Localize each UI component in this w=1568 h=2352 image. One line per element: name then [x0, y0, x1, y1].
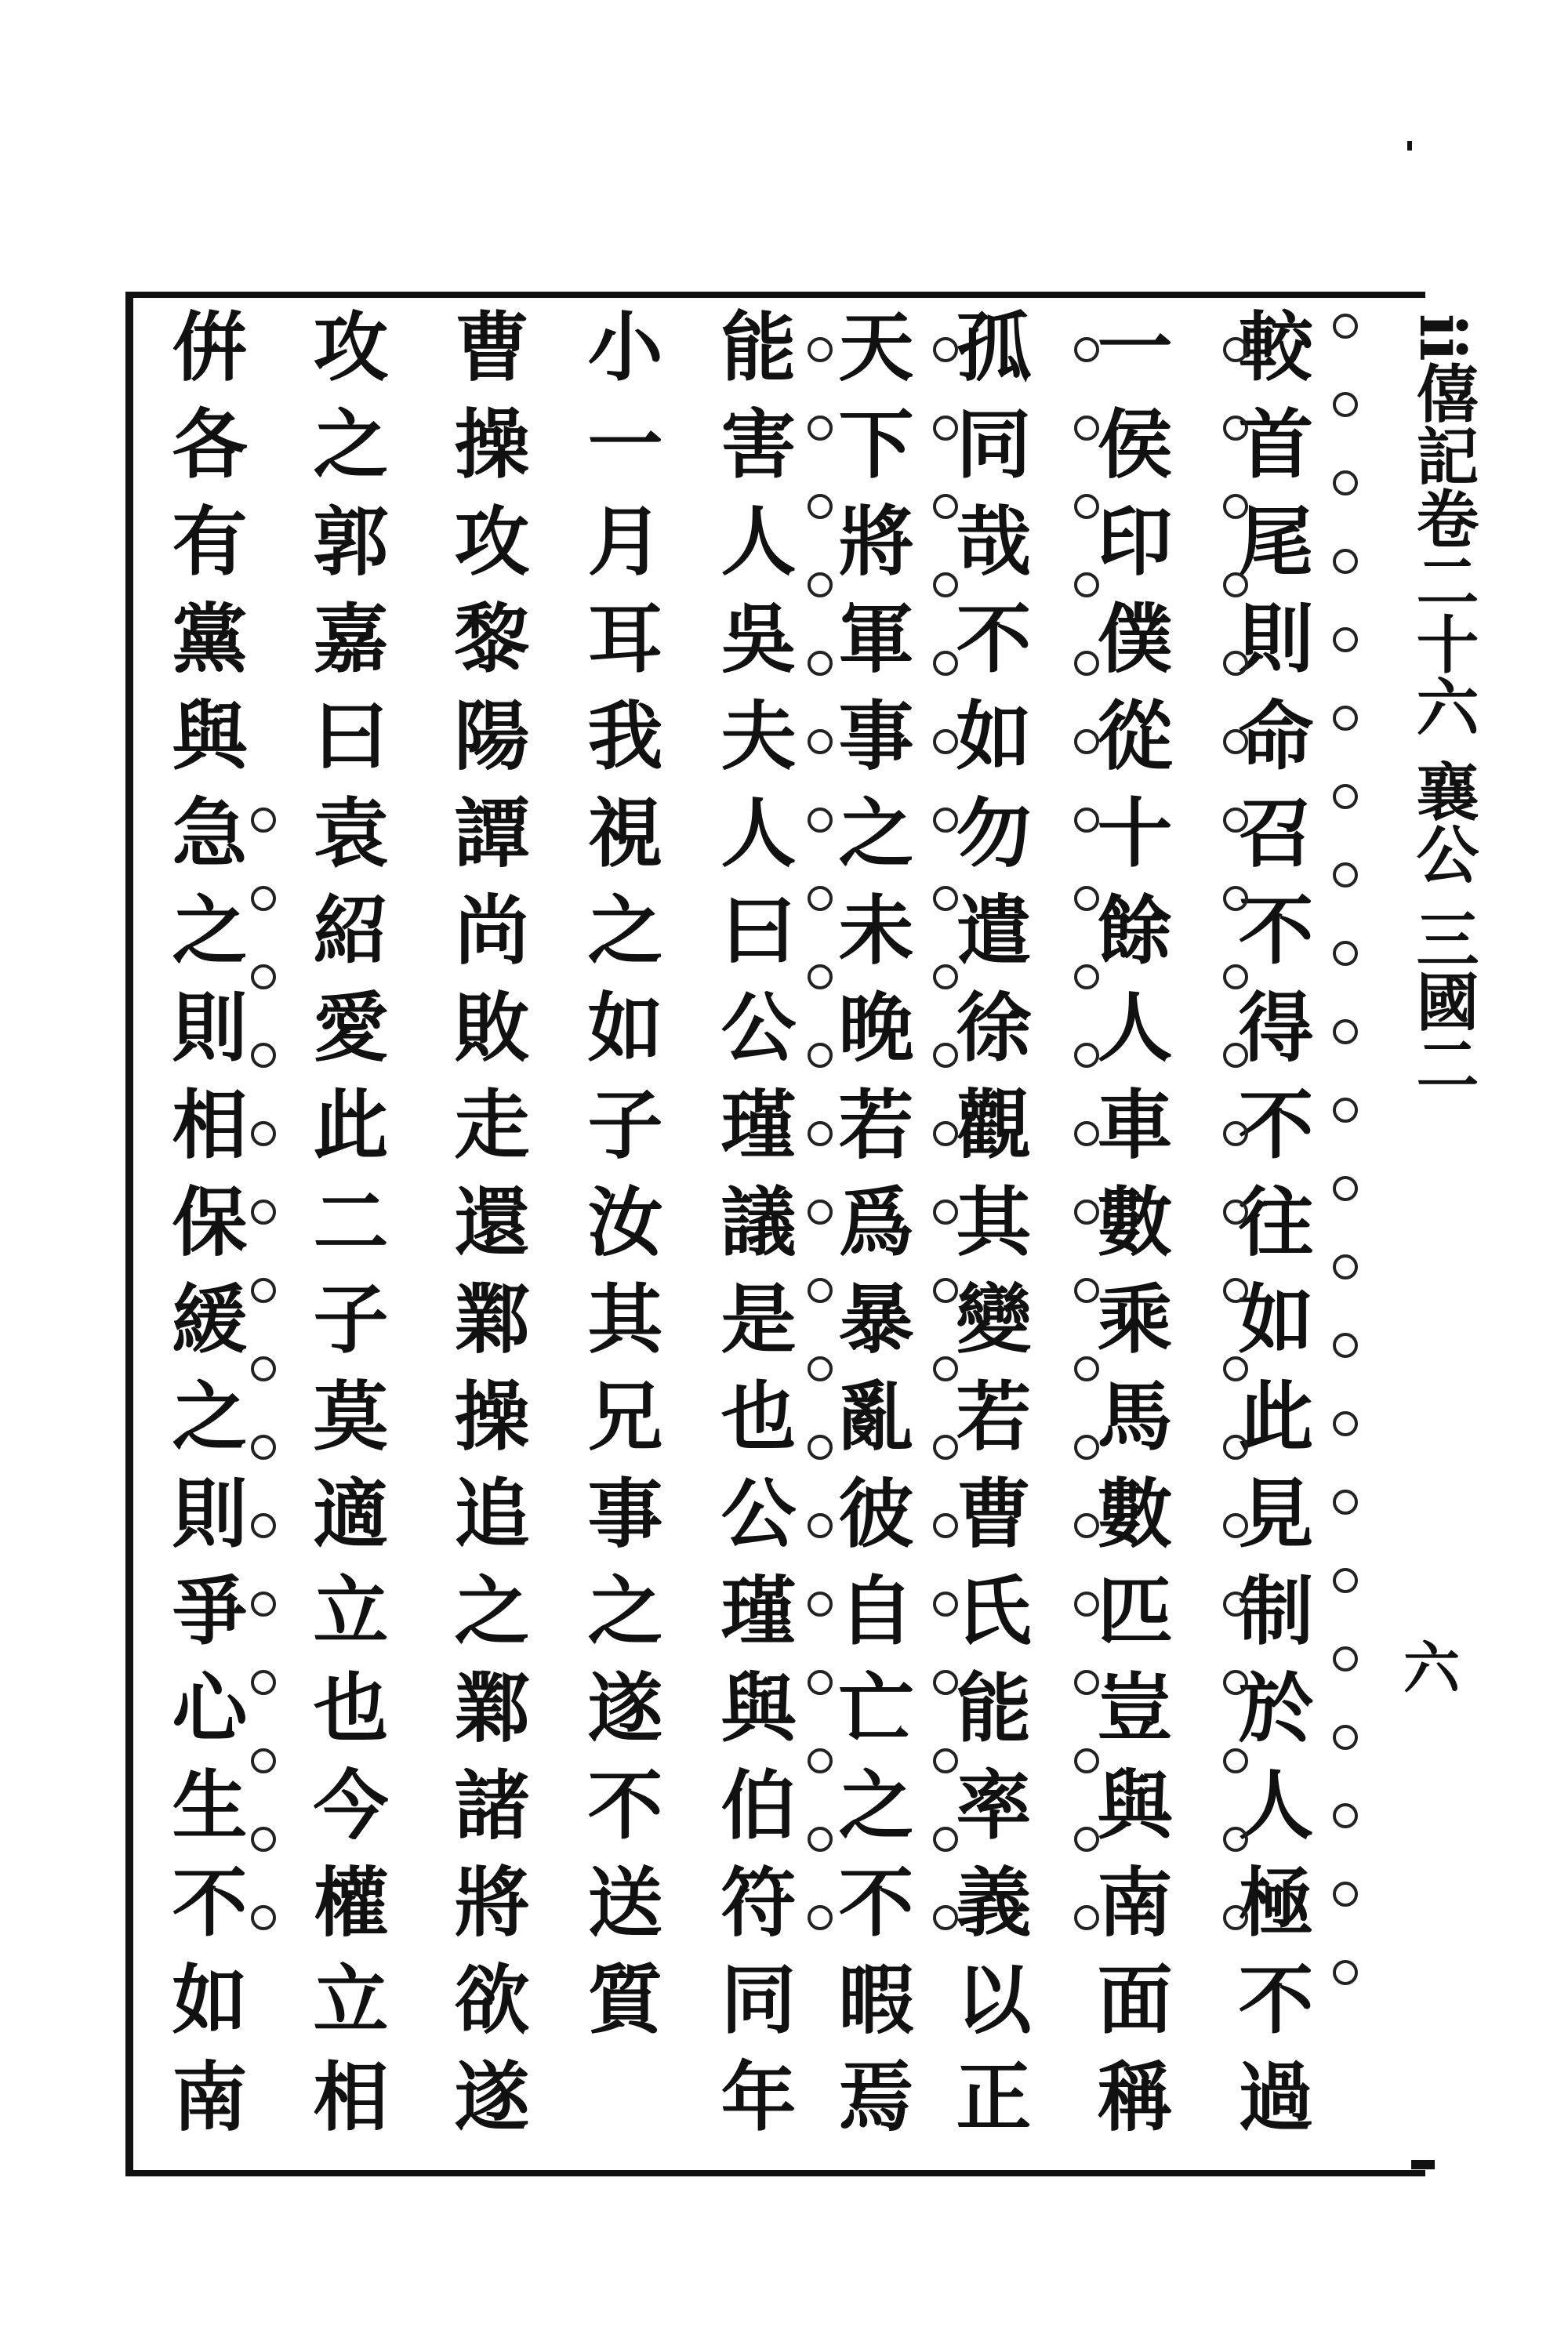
margin-marker: ii僖記卷二十六 襄公 三國二: [1406, 314, 1479, 1095]
text-column-8: 攻之郭嘉曰袁紹愛此二子莫適立也今權立相: [301, 307, 390, 2154]
text-column-9: 倂各有黨與急之則相保緩之則爭心生不如南: [160, 307, 249, 2154]
circle-mark: [808, 1435, 833, 1460]
circle-mark: [933, 1278, 958, 1303]
circle-mark: [1074, 886, 1099, 911]
circle-mark: [1333, 862, 1358, 887]
circle-mark: [251, 1592, 276, 1617]
circle-mark: [933, 1435, 958, 1460]
circle-mark: [808, 337, 833, 362]
circle-mark: [1333, 1333, 1358, 1358]
circle-mark: [1074, 1513, 1099, 1538]
circle-mark: [1333, 392, 1358, 417]
circle-mark: [933, 729, 958, 754]
circle-mark: [1333, 314, 1358, 339]
circle-mark: [1223, 1278, 1248, 1303]
circle-mark: [1333, 549, 1358, 574]
circle-mark: [1333, 627, 1358, 652]
circle-mark: [933, 1592, 958, 1617]
circle-mark: [1333, 784, 1358, 809]
text-column-3: 孤同哉不如勿遣徐觀其變若曹氏能率義以正: [944, 307, 1033, 2154]
circle-mark: [808, 416, 833, 441]
circle-mark: [1333, 470, 1358, 495]
circle-mark: [1333, 1960, 1358, 1985]
circle-mark: [1074, 1121, 1099, 1146]
circle-mark: [808, 808, 833, 833]
page-tick: [1407, 141, 1412, 151]
circle-mark: [1333, 1725, 1358, 1750]
circle-mark: [251, 964, 276, 989]
circle-mark: [1074, 1592, 1099, 1617]
circle-mark: [1333, 1098, 1358, 1123]
circle-mark: [1333, 1254, 1358, 1279]
circle-mark: [1223, 1905, 1248, 1930]
circle-mark: [1074, 1748, 1099, 1773]
circle-mark: [1074, 1827, 1099, 1852]
circle-mark: [808, 964, 833, 989]
circle-mark: [1223, 1200, 1248, 1225]
circle-mark: [251, 1278, 276, 1303]
circle-mark: [1223, 886, 1248, 911]
circle-mark: [808, 1121, 833, 1146]
circle-mark: [1333, 1803, 1358, 1828]
circle-mark: [1074, 964, 1099, 989]
circle-mark: [1223, 1513, 1248, 1538]
circle-mark: [251, 808, 276, 833]
folio-number: 六: [1403, 1635, 1461, 1701]
circle-mark: [808, 494, 833, 519]
annotation-circles-5: [808, 337, 839, 1984]
circle-mark: [933, 572, 958, 597]
circle-mark: [1223, 1435, 1248, 1460]
circle-mark: [808, 651, 833, 676]
circle-mark: [933, 1121, 958, 1146]
circle-mark: [1333, 1568, 1358, 1593]
circle-mark: [1223, 1748, 1248, 1773]
circle-mark: [1333, 1646, 1358, 1671]
circle-mark: [1223, 1121, 1248, 1146]
circle-mark: [808, 886, 833, 911]
circle-mark: [251, 1121, 276, 1146]
circle-mark: [1223, 651, 1248, 676]
annotation-circles-6: [251, 808, 282, 1984]
circle-mark: [1223, 1356, 1248, 1381]
circle-mark: [1074, 1670, 1099, 1695]
circle-mark: [933, 1748, 958, 1773]
text-column-6: 小一月耳我視之如子汝其兄事之遂不送質: [575, 307, 664, 2057]
circle-mark: [933, 337, 958, 362]
circle-mark: [933, 416, 958, 441]
circle-mark: [808, 1278, 833, 1303]
circle-mark: [251, 1356, 276, 1381]
circle-mark: [808, 1670, 833, 1695]
circle-mark: [1223, 729, 1248, 754]
circle-mark: [251, 1435, 276, 1460]
circle-mark: [1074, 1278, 1099, 1303]
circle-mark: [251, 1513, 276, 1538]
text-column-5: 能害人吳夫人曰公瑾議是也公瑾與伯符同年: [709, 307, 797, 2154]
circle-mark: [1223, 337, 1248, 362]
circle-mark: [933, 1670, 958, 1695]
circle-mark: [933, 651, 958, 676]
circle-mark: [1333, 706, 1358, 731]
circle-mark: [1074, 651, 1099, 676]
circle-mark: [251, 1905, 276, 1930]
circle-mark: [251, 1827, 276, 1852]
circle-mark: [251, 1043, 276, 1068]
circle-mark: [1074, 1356, 1099, 1381]
circle-mark: [808, 1748, 833, 1773]
circle-mark: [1074, 494, 1099, 519]
circle-mark: [1333, 1882, 1358, 1907]
circle-mark: [808, 1043, 833, 1068]
circle-mark: [1223, 1043, 1248, 1068]
annotation-circles-4: [933, 337, 964, 1984]
circle-mark: [1074, 1200, 1099, 1225]
circle-mark: [1074, 808, 1099, 833]
text-column-4: 天下將軍事之未晚若爲暴亂彼自亡之不暇焉: [826, 307, 915, 2154]
circle-mark: [808, 729, 833, 754]
circle-mark: [808, 1905, 833, 1930]
circle-mark: [808, 1200, 833, 1225]
circle-mark: [933, 1513, 958, 1538]
circle-mark: [1074, 337, 1099, 362]
circle-mark: [808, 1356, 833, 1381]
circle-mark: [1333, 941, 1358, 966]
text-column-2: 一侯印僕從十餘人車數乘馬數匹豈與南面稱: [1085, 307, 1174, 2154]
annotation-circles-3: [1074, 337, 1105, 1984]
circle-mark: [933, 1905, 958, 1930]
circle-mark: [933, 886, 958, 911]
end-mark: [1411, 2160, 1435, 2169]
circle-mark: [1074, 572, 1099, 597]
circle-mark: [933, 1827, 958, 1852]
circle-mark: [251, 1748, 276, 1773]
circle-mark: [808, 1827, 833, 1852]
circle-mark: [1074, 416, 1099, 441]
circle-mark: [933, 808, 958, 833]
circle-mark: [1223, 1592, 1248, 1617]
circle-mark: [1223, 1670, 1248, 1695]
circle-mark: [933, 494, 958, 519]
circle-mark: [933, 1356, 958, 1381]
circle-mark: [808, 572, 833, 597]
circle-mark: [1223, 494, 1248, 519]
circle-mark: [1074, 1043, 1099, 1068]
annotation-circles-1: [1333, 314, 1364, 2038]
circle-mark: [1333, 1176, 1358, 1201]
circle-mark: [1223, 964, 1248, 989]
circle-mark: [1223, 808, 1248, 833]
circle-mark: [251, 1670, 276, 1695]
circle-mark: [251, 1200, 276, 1225]
circle-mark: [933, 1200, 958, 1225]
text-column-7: 曹操攻黎陽譚尚敗走還鄴操追之鄴諸將欲遂: [442, 307, 531, 2154]
circle-mark: [1223, 572, 1248, 597]
text-column-1: 較首尾則命召不得不往如此見制於人極不過: [1226, 307, 1315, 2154]
circle-mark: [933, 1043, 958, 1068]
circle-mark: [1074, 1905, 1099, 1930]
circle-mark: [1333, 1019, 1358, 1044]
circle-mark: [1074, 1435, 1099, 1460]
circle-mark: [808, 1592, 833, 1617]
circle-mark: [251, 886, 276, 911]
circle-mark: [808, 1513, 833, 1538]
circle-mark: [1223, 416, 1248, 441]
circle-mark: [933, 964, 958, 989]
circle-mark: [1333, 1490, 1358, 1515]
annotation-circles-2: [1223, 337, 1254, 1984]
circle-mark: [1074, 729, 1099, 754]
circle-mark: [1223, 1827, 1248, 1852]
circle-mark: [1333, 1411, 1358, 1436]
